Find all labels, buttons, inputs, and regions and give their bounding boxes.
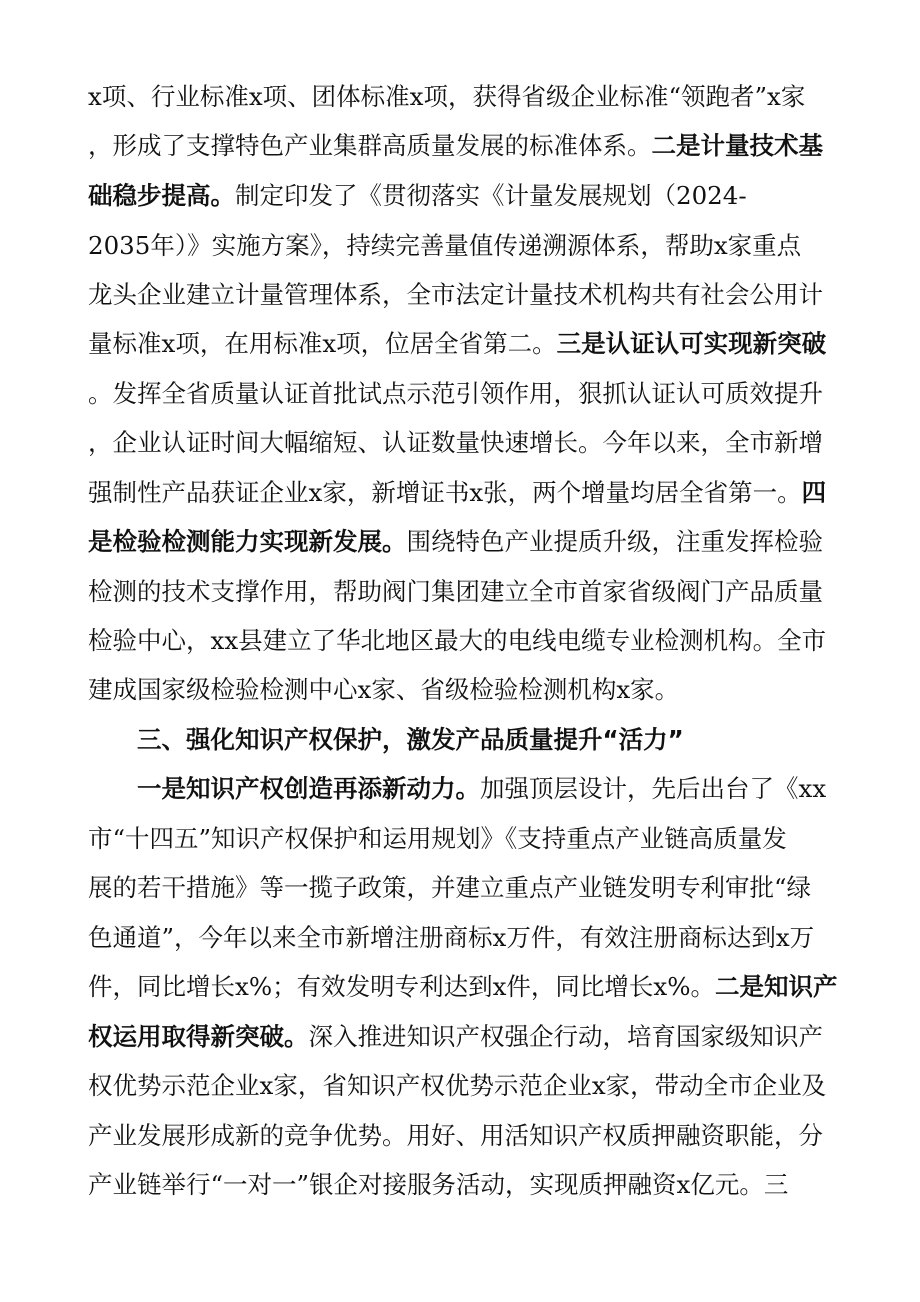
text-line bbox=[88, 126, 823, 166]
bold-phrase: 一是知识产权创造再添新动力。 bbox=[137, 774, 480, 803]
text-run: 2035年）》实施方案》，持续完善量值传递溯源体系，帮助x家重点 bbox=[88, 231, 802, 260]
text-line bbox=[88, 670, 679, 710]
text-run: 。发挥全省质量认证首批试点示范引领作用，狠抓认证认可质效提升 bbox=[88, 379, 823, 408]
text-line bbox=[88, 1017, 823, 1057]
text-line bbox=[88, 423, 823, 463]
text-line bbox=[88, 275, 823, 315]
text-line bbox=[88, 1116, 823, 1156]
text-line bbox=[88, 374, 823, 414]
text-run: 围绕特色产业提质升级，注重发挥检验 bbox=[406, 527, 823, 556]
text-run: 强制性产品获证企业x家，新增证书x张，两个增量均居全省第一。 bbox=[88, 478, 802, 507]
text-run: 市“十四五”知识产权保护和运用规划》《支持重点产业链高质量发 bbox=[88, 824, 787, 853]
text-run: 加强顶层设计，先后出台了《xx bbox=[480, 774, 827, 803]
text-run: 产业链举行“一对一”银企对接服务活动，实现质押融资x亿元。三 bbox=[88, 1170, 789, 1199]
text-line bbox=[88, 176, 747, 216]
text-line bbox=[88, 473, 826, 513]
text-line bbox=[88, 819, 787, 859]
text-run: x项、行业标准x项、团体标准x项，获得省级企业标准“领跑者”x家 bbox=[88, 82, 806, 111]
text-line bbox=[88, 522, 823, 562]
text-line bbox=[88, 868, 811, 908]
bold-phrase: 础稳步提高。 bbox=[88, 181, 235, 210]
text-line bbox=[88, 77, 805, 117]
text-run: 色通道”，今年以来全市新增注册商标x万件，有效注册商标达到x万 bbox=[88, 923, 815, 952]
text-line bbox=[88, 1066, 826, 1106]
text-run: 件，同比增长x%；有效发明专利达到x件，同比增长x%。 bbox=[88, 972, 716, 1001]
text-run: 展的若干措施》等一揽子政策，并建立重点产业链发明专利审批“绿 bbox=[88, 873, 812, 902]
text-line bbox=[88, 1165, 788, 1205]
text-run: 建成国家级检验检测中心x家、省级检验检测机构x家。 bbox=[88, 675, 680, 704]
text-line bbox=[88, 572, 823, 612]
text-run: 检测的技术支撑作用，帮助阀门集团建立全市首家省级阀门产品质量 bbox=[88, 577, 823, 606]
bold-phrase: 四 bbox=[801, 478, 827, 507]
text-run: ，形成了支撑特色产业集群高质量发展的标准体系。 bbox=[88, 131, 652, 160]
text-line bbox=[88, 324, 826, 364]
text-line bbox=[88, 918, 814, 958]
text-run: 产业发展形成新的竞争优势。用好、用活知识产权质押融资职能，分 bbox=[88, 1121, 823, 1150]
text-line bbox=[88, 226, 801, 266]
text-run: ，企业认证时间大幅缩短、认证数量快速增长。今年以来，全市新增 bbox=[88, 428, 823, 457]
bold-phrase: 权运用取得新突破。 bbox=[88, 1022, 309, 1051]
text-line bbox=[88, 621, 826, 661]
bold-phrase: 是检验检测能力实现新发展。 bbox=[88, 527, 407, 556]
bold-phrase: 三是认证认可实现新突破 bbox=[556, 329, 827, 358]
bold-phrase: 二是计量技术基 bbox=[651, 131, 823, 160]
text-run: 量标准x项，在用标准x项，位居全省第二。 bbox=[88, 329, 557, 358]
text-line bbox=[137, 769, 826, 809]
text-run: 权优势示范企业x家，省知识产权优势示范企业x家，带动全市企业及 bbox=[88, 1071, 827, 1100]
section-heading: 三、强化知识产权保护，激发产品质量提升“活力” bbox=[137, 725, 684, 754]
text-run: 制定印发了《贯彻落实《计量发展规划（2024- bbox=[235, 181, 747, 210]
bold-phrase: 二是知识产 bbox=[715, 972, 838, 1001]
text-run: 检验中心，xx县建立了华北地区最大的电线电缆专业检测机构。全市 bbox=[88, 626, 827, 655]
text-line bbox=[137, 720, 684, 760]
text-line bbox=[88, 967, 838, 1007]
text-run: 深入推进知识产权强企行动，培育国家级知识产 bbox=[308, 1022, 823, 1051]
text-run: 龙头企业建立计量管理体系，全市法定计量技术机构共有社会公用计 bbox=[88, 280, 823, 309]
